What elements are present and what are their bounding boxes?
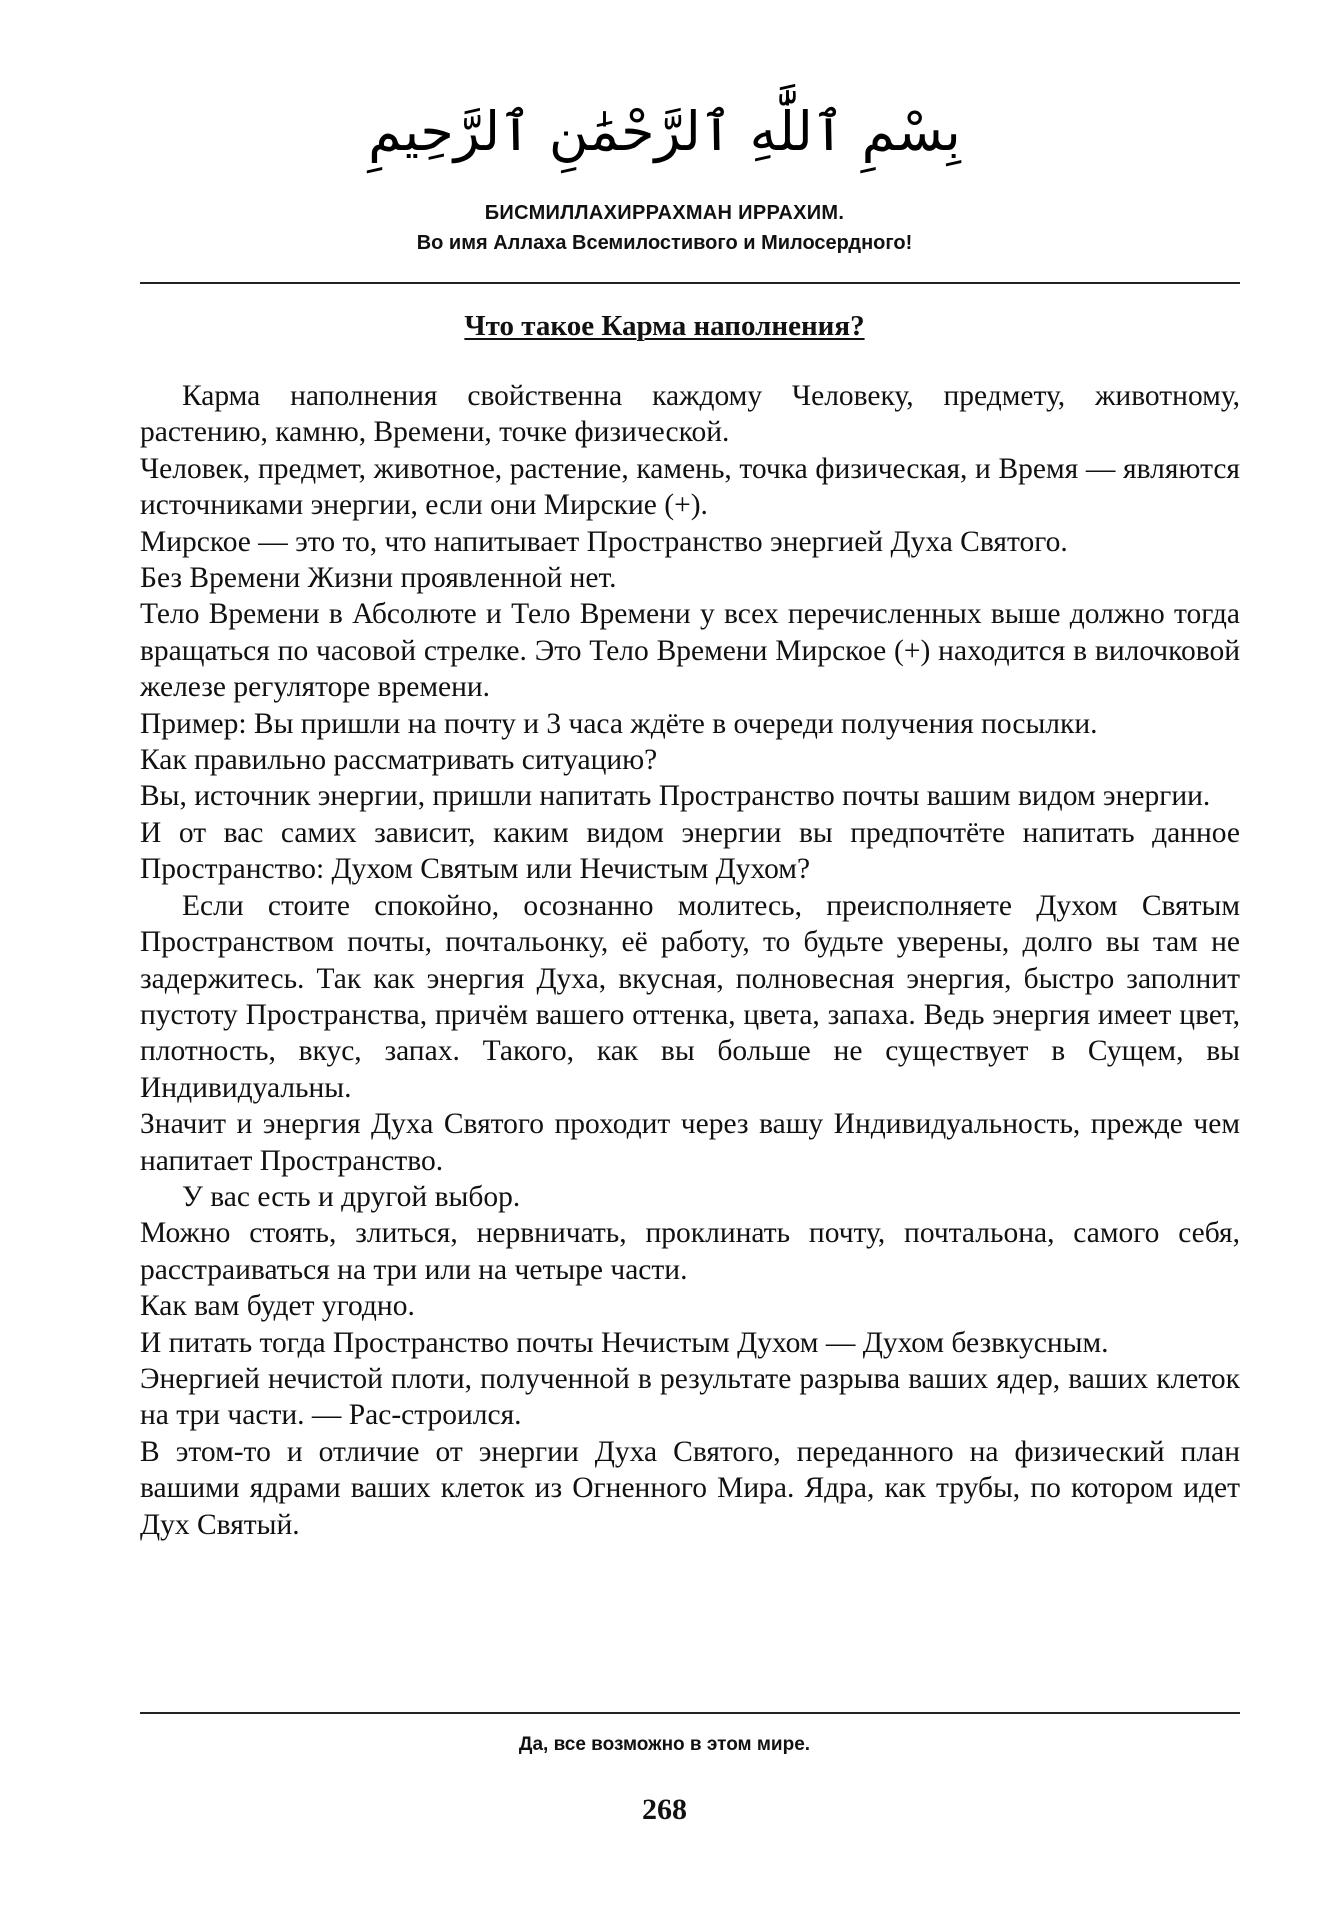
paragraph: Можно стоять, злиться, нервничать, проклинать почту, почтальона, самого себя, расстраиваться на три или на четыре части. [140, 1217, 1240, 1286]
paragraph: Как правильно рассматривать ситуацию? [140, 744, 658, 777]
footer-note: Да, все возможно в этом мире. [518, 1734, 811, 1755]
paragraph: Вы, источник энергии, пришли напитать Пространство почты вашим видом энергии. [140, 780, 1211, 813]
paragraph: И от вас самих зависит, каким видом энергии вы предпочтёте напитать данное Пространство: Духом Святым или Нечистым Духом? [140, 816, 1240, 886]
paragraph: Тело Времени в Абсолюте и Тело Времени у всех перечисленных выше должно тогда вращаться по часовой стрелке. Это Тело Времени Мирское (+) находится в вилочковой железе регуляторе времени. [140, 598, 1240, 704]
page-title [0, 306, 1329, 346]
paragraph: Пример: Вы пришли на почту и 3 часа ждёте в очереди получения посылки. [140, 707, 1098, 740]
paragraph: Значит и энергия Духа Святого проходит через вашу Индивидуальность, прежде чем напитает Пространство. [140, 1108, 1240, 1177]
body-text [140, 378, 1240, 1543]
paragraph: Энергией нечистой плоти, полученной в результате разрыва ваших ядер, ваших клеток на три части. — Рас-строился. [140, 1362, 1240, 1432]
paragraph: Без Времени Жизни проявленной нет. [140, 562, 617, 595]
bottom-divider [140, 1712, 1240, 1714]
page-title-text: Что такое Карма наполнения? [464, 310, 865, 342]
header-translation: Во имя Аллаха Всемилостивого и Милосердного! [416, 232, 913, 254]
paragraph: Мирское — это то, что напитывает Пространство энергией Духа Святого. [140, 525, 1068, 558]
paragraph: Человек, предмет, животное, растение, камень, точка физическая, и Время — являются источниками энергии, если они Мирские (+). [140, 452, 1240, 522]
paragraph: У вас есть и другой выбор. [182, 1180, 521, 1213]
paragraph: И питать тогда Пространство почты Нечистым Духом — Духом безвкусным. [140, 1326, 1109, 1359]
paragraph: Карма наполнения свойственна каждому Человеку, предмету, животному, растению, камню, Времени, точке физической. [140, 380, 1240, 449]
top-divider [140, 282, 1240, 284]
page-number: 268 [642, 1793, 687, 1826]
paragraph: Если стоите спокойно, осознанно молитесь, преисполняете Духом Святым Пространством почты, почтальонку, её работу, то будьте уверены, долго вы там не задержитесь. Так как энергия Духа, вкусная, полновесная энергия, быстро заполнит пустоту Пространства, причём вашего оттенка, цвета, запаха. Ведь энергия имеет цвет, плотность, вкус, запах. Такого, как вы больше не существует в Сущем, вы Индивидуальны. [140, 889, 1240, 1104]
header-transliteration: БИСМИЛЛАХИРРАХМАН ИРРАХИМ. [484, 202, 845, 224]
paragraph: Как вам будет угодно. [140, 1290, 415, 1323]
bismillah-calligraphy: بِسْمِ ٱللَّٰهِ ٱلرَّحْمَٰنِ ٱلرَّحِيمِ [368, 100, 961, 163]
paragraph: В этом-то и отличие от энергии Духа Святого, переданного на физический план вашими ядрами ваших клеток из Огненного Мира. Ядра, как трубы, по котором идет Дух Святый. [140, 1435, 1240, 1541]
